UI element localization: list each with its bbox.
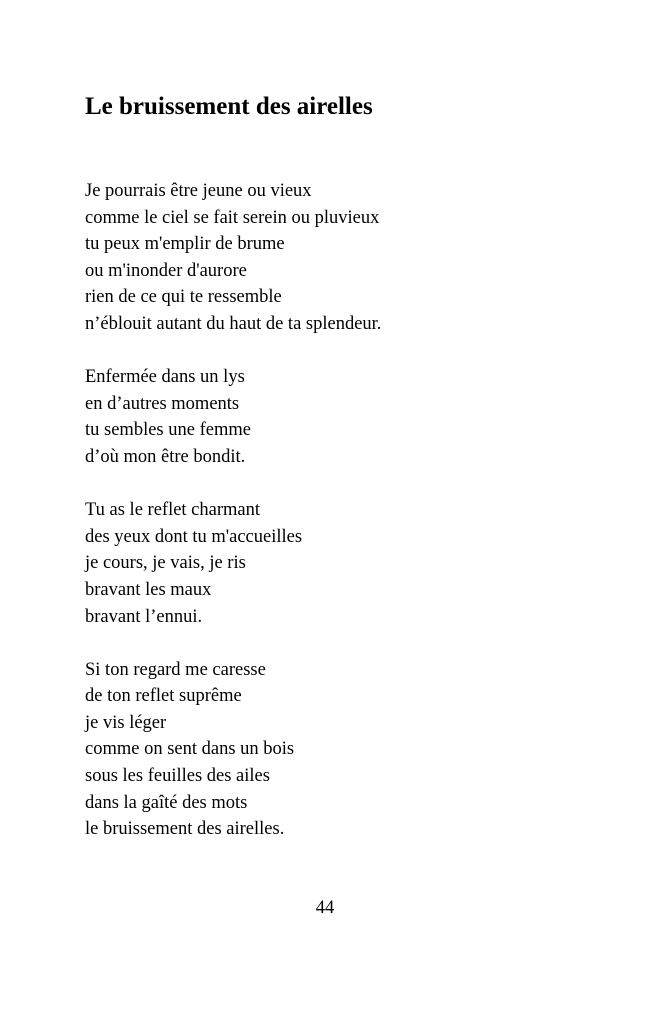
verse: bravant les maux: [85, 579, 212, 600]
verse: Tu as le reflet charmant: [85, 500, 261, 521]
verse: en d’autres moments: [85, 393, 240, 414]
verse: comme le ciel se fait serein ou pluvieux: [85, 207, 380, 228]
verse: ou m'inonder d'aurore: [85, 260, 247, 281]
verse: comme on sent dans un bois: [85, 739, 295, 760]
verse: de ton reflet suprême: [85, 686, 242, 707]
stanza-4: [85, 657, 605, 843]
stanza-1: [85, 178, 605, 338]
poem-title: Le bruissement des airelles: [85, 93, 373, 120]
verse: rien de ce qui te ressemble: [85, 287, 282, 308]
verse: d’où mon être bondit.: [85, 446, 246, 467]
verse: je vis léger: [85, 712, 167, 733]
verse: tu peux m'emplir de brume: [85, 234, 285, 255]
verse: le bruissement des airelles.: [85, 819, 285, 840]
verse: des yeux dont tu m'accueilles: [85, 526, 303, 547]
verse: Je pourrais être jeune ou vieux: [85, 181, 312, 201]
page-number: 44: [315, 898, 335, 918]
verse: je cours, je vais, je ris: [85, 553, 246, 574]
verse: Enfermée dans un lys: [85, 367, 245, 388]
stanza-3: [85, 497, 605, 630]
verse: bravant l’ennui.: [85, 606, 203, 627]
verse: dans la gaîté des mots: [85, 792, 248, 813]
poem-body: [85, 178, 605, 869]
stanza-2: [85, 364, 605, 470]
verse: sous les feuilles des ailes: [85, 766, 270, 787]
verse: Si ton regard me caresse: [85, 659, 266, 680]
verse: tu sembles une femme: [85, 420, 251, 441]
verse: n’éblouit autant du haut de ta splendeur.: [85, 313, 382, 334]
